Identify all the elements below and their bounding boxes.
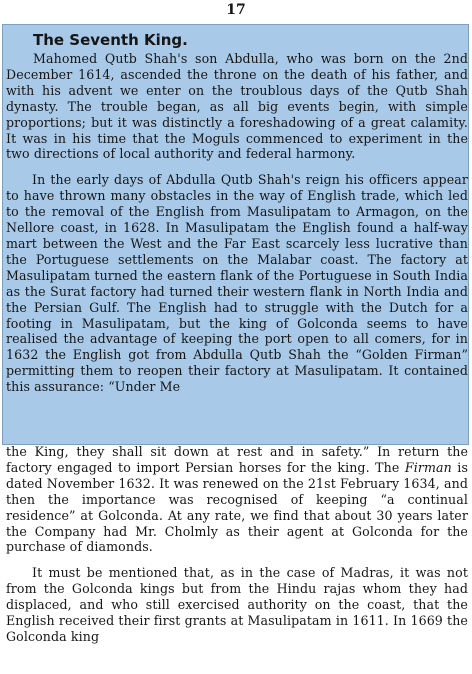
continuation-text-2: is dated November 1632. It was renewed on the 21st February 1634, and then the importance was recognised of keeping “a continual residence” at Golconda. At any rate, we find that about 30 years later the Company had Mr. Cholmly as their agent at Golconda for the purchase of diamonds.: [6, 459, 469, 555]
section-title: The Seventh King.: [33, 31, 188, 49]
paragraph-2: In the early days of Abdulla Qutb Shah's reign his officers appear to have thrown many obstacles in the way of English trade, which led to the removal of the English from Masulipatam to Armagon, on the Nellore coast, in 1628. In Masulipatam the English found a half-way mart between the West and the Far East scarcely less lucrative than the Portuguese settlements on the Malabar coast. The factory at Masulipatam turned the eastern flank of the Portuguese in South India as the Surat factory had turned their western flank in North India and the Persian Gulf. The English had to struggle with the Dutch for a footing in Masulipatam, but the king of Golconda seems to have realised the advantage of keeping the port open to all comers, for in 1632 the English got from Abdulla Qutb Shah the “Golden Firman” permitting them to reopen their factory at Masulipatam. It contained this assurance: “Under Me: [6, 172, 468, 395]
unhighlighted-text: [6, 444, 468, 645]
paragraph-3: It must be mentioned that, as in the case of Madras, it was not from the Golconda kings but from the Hindu rajas whom they had displaced, and who still exercised authority on the coast, that the English received their first grants at Masulipatam in 1611. In 1669 the Golconda king: [6, 565, 468, 644]
page-number: 17: [226, 2, 246, 18]
continuation-text-1: the King, they shall sit down at rest and in safety.” In return the factory engaged to import Persian horses for the king. The: [6, 444, 468, 475]
firman-italic: Firman: [404, 459, 452, 475]
paragraph-2-continuation: [6, 444, 468, 555]
paragraph-1: Mahomed Qutb Shah's son Abdulla, who was born on the 2nd December 1614, ascended the throne on the death of his father, and with his advent we enter on the troublous days of the Qutb Shah dynasty. The trouble began, as all big events begin, with simple proportions; but it was distinctly a foreshadowing of a great calamity. It was in his time that the Moguls commenced to experiment in the two directions of local authority and federal harmony.: [6, 51, 468, 162]
highlighted-text: [6, 31, 468, 395]
